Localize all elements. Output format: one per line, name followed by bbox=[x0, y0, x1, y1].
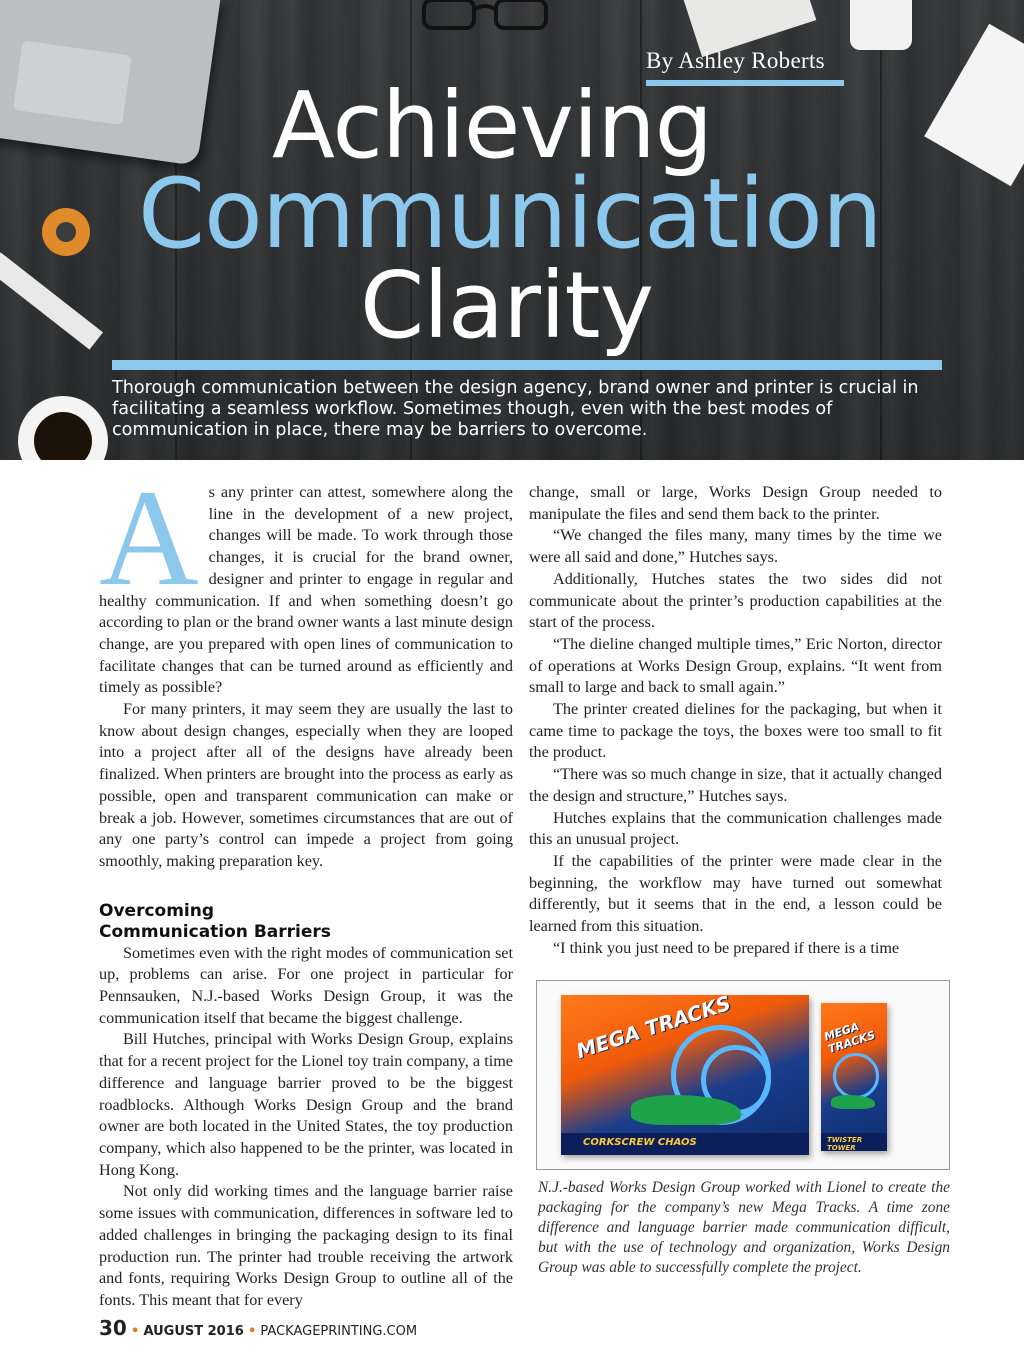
box-bottom-stripe bbox=[821, 1133, 887, 1151]
mega-tracks-large-box-image bbox=[561, 990, 809, 1155]
product-photo bbox=[536, 980, 950, 1170]
article-paragraph: Sometimes even with the right modes of communication set up, problems can arise. For one project in particular for Pennsauken, N.J.-based Works Design Group, it was the communication itself that became the biggest challenge. bbox=[99, 943, 513, 1027]
title-line-3: Clarity bbox=[360, 252, 654, 359]
phone-image bbox=[850, 0, 912, 50]
box-bottom-text: TWISTER TOWER bbox=[827, 1136, 863, 1152]
article-paragraph: “I think you just need to be prepared if there is a time bbox=[553, 938, 900, 957]
box-bottom-stripe bbox=[561, 1133, 809, 1155]
article-paragraph: “There was so much change in size, that it actually changed the design and structure,” Hutches says. bbox=[529, 765, 942, 805]
napkin-image bbox=[924, 24, 1024, 187]
coffee-cup-image bbox=[18, 396, 108, 460]
article-paragraph: For many printers, it may seem they are usually the last to know about design changes, especially when they are looped into a project after all of the designs have already been finalized. When printers are brought into the process as early as possible, open and transparent communication can make or break a job. However, sometimes circumstances that are out of any one party’s control can impede a project from going smoothly, making preparation key. bbox=[99, 700, 513, 870]
box-bottom-text: CORKSCREW CHAOS bbox=[583, 1137, 697, 1148]
title-line-1: Achieving bbox=[272, 72, 713, 179]
mega-tracks-small-box-image bbox=[821, 1003, 887, 1151]
website-url: PACKAGEPRINTING.COM bbox=[260, 1324, 418, 1339]
article-paragraph: The printer created dielines for the packaging, but when it came time to package the toys, the boxes were too small to fit the product. bbox=[529, 700, 942, 762]
article-paragraph: Hutches explains that the communication challenges made this an unusual project. bbox=[529, 808, 942, 849]
laptop-image bbox=[0, 0, 221, 166]
paragraph-text: s any printer can attest, somewhere along the line in the development of a new project, changes will be made. To work through those changes, it is crucial for the brand owner, designer and printer to engage in regular and healthy communication. If and when something doesn’t go according to plan or the brand owner wants a last minute design change, are you prepared with open lines of communication to facilitate changes that can be turned around as efficiently and timely as possible? bbox=[99, 483, 514, 697]
tape-roll-image bbox=[42, 208, 90, 256]
article-paragraph bbox=[99, 461, 514, 699]
box-logo: MEGA TRACKS bbox=[573, 990, 734, 1064]
footer-separator: • bbox=[247, 1324, 257, 1339]
article-paragraph: Bill Hutches, principal with Works Design Group, explains that for a recent project for the Lionel toy train company, a time difference and language barrier proved to be the biggest roadblocks. Although Works Design Group and the brand owner are both located in the United States, the toy production company, which also happened to be the printer, was located in Hong Kong. bbox=[99, 1030, 513, 1179]
footer-separator: • bbox=[130, 1324, 140, 1339]
subhead-line: Overcoming bbox=[99, 900, 215, 921]
photo-caption: N.J.-based Works Design Group worked with Lionel to create the packaging for the company’s new Mega Tracks. A time zone difference and language barrier made communication difficult, but with the use of technology and organization, Works Design Group was able to successfully complete the project. bbox=[538, 1179, 950, 1276]
page-number: 30 bbox=[99, 1316, 127, 1340]
article-paragraph: “The dieline changed multiple times,” Eric Norton, director of operations at Works Design Group, explains. “It went from small to large and back to small again.” bbox=[529, 634, 942, 697]
ruler-image bbox=[0, 252, 103, 349]
title-rule bbox=[112, 360, 942, 370]
issue-date: AUGUST 2016 bbox=[143, 1324, 244, 1339]
article-paragraph: If the capabilities of the printer were made clear in the beginning, the workflow may have turned out somewhat differently, but it seems that in the end, a lesson could be learned from this situation. bbox=[529, 851, 942, 936]
track-loop-graphic bbox=[833, 1053, 879, 1099]
article-column-left bbox=[99, 461, 514, 1312]
drop-cap: A bbox=[99, 461, 199, 614]
race-car-graphic bbox=[831, 1095, 875, 1109]
article-dek: Thorough communication between the design agency, brand owner and printer is crucial in facilitating a seamless workflow. Sometimes though, even with the best modes of communication in place, there may be barriers to overcome. bbox=[112, 378, 919, 440]
article-paragraph: change, small or large, Works Design Group needed to manipulate the files and send them back to the printer. bbox=[529, 483, 942, 523]
byline: By Ashley Roberts bbox=[646, 48, 825, 73]
section-subhead bbox=[99, 901, 513, 943]
article-paragraph: Additionally, Hutches states the two sides did not communicate about the printer’s production capabilities at the start of the process. bbox=[529, 569, 942, 632]
page-footer bbox=[99, 1316, 417, 1340]
hero-banner bbox=[0, 0, 1024, 460]
article-paragraph: “We changed the files many, many times by the time we were all said and done,” Hutches says. bbox=[529, 526, 942, 567]
box-logo: MEGA TRACKS bbox=[822, 1020, 877, 1056]
eyeglasses-image bbox=[420, 0, 550, 36]
subhead-line: Communication Barriers bbox=[99, 921, 331, 942]
article-paragraph: Not only did working times and the language barrier raise some issues with communication, differences in software led to added challenges in bringing the packaging design to its final production run. The printer had trouble receiving the artwork and fonts, requiring Works Design Group to outline all of the fonts. This meant that for every bbox=[99, 1182, 513, 1309]
article-column-right bbox=[529, 482, 942, 959]
title-line-2: Communication bbox=[138, 158, 882, 270]
